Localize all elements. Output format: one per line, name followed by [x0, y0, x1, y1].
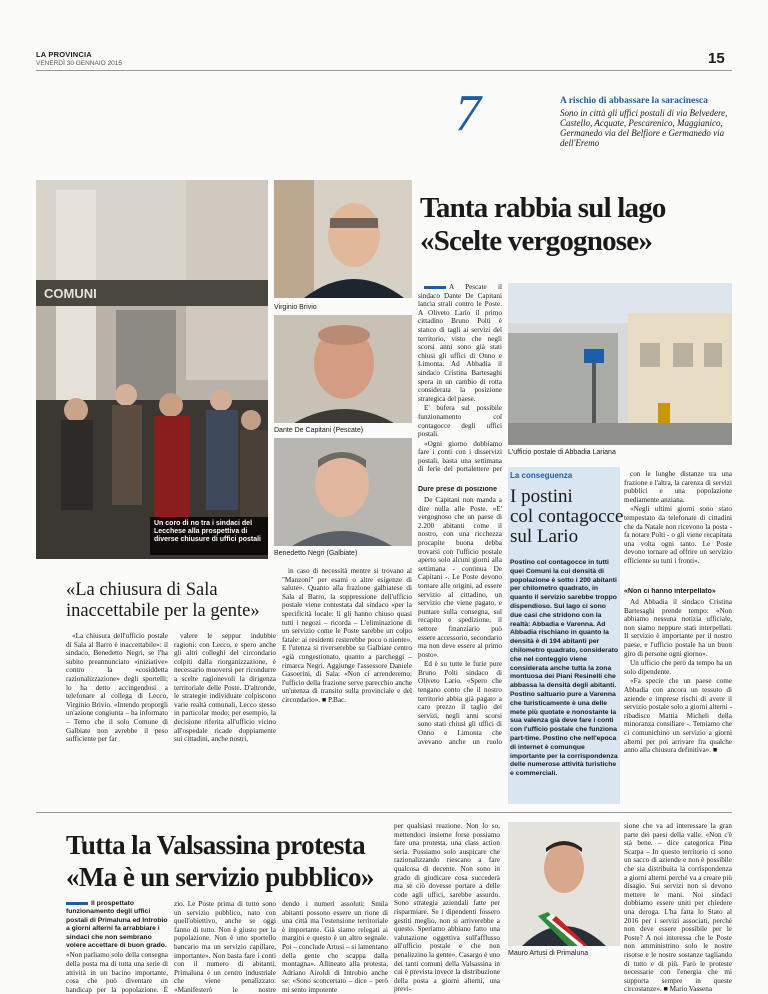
crowd-photo [36, 180, 268, 559]
main-headline-line1: Tanta rabbia sul lago [420, 192, 666, 224]
issue-date: VENERDÌ 30 GENNAIO 2015 [36, 60, 122, 67]
teaser-title: A rischio di abbassare la saracinesca [560, 96, 708, 106]
teaser-text: Sono in città gli uffici postali di via Belvedere, Castello, Acquate, Pescarenico, Maggianico, Germanedo via del Belfiore e Germanedo via dell'Eremo [560, 108, 728, 148]
crowd-caption: Un coro di no tra i sindaci del Lecchese alla prospettiva di diverse chiusure di uffici postali [150, 517, 268, 555]
main-subhead2: «Non ci hanno interpellato» [624, 588, 716, 595]
valsassina-col4: per qualsiasi reazione. Non lo so, mettendoci insieme forse possiamo fare una protesta, una class action seria. Possiamo solo auspicare che razionalizzando riescano a fare qualcosa di decente. Non sono in grado di giudicare cosa succederà ma se ciò dovesse portare a delle code agli uffici, sarebbe assurdo. Sono strategia aziendali fatte per risparmiare. Se i dipendenti fossero gestiti meglio, non si arriverebbe a questo. Speriamo abbiano fatto una valutazione oggettiva sull'afflusso all'ufficio postale e che non penalizzino la gente». Casargo è uno dei tanti comuni della Valsassina in cui è prevista invece la distribuzione della posta a giorni alterni, una previ- [394, 822, 500, 994]
sidebar-headline-line2: col contagocce [510, 506, 624, 527]
valsassina-col2: zio. Le Poste prima di tutto sono un servizio pubblico, nato con quell'obiettivo, anche se oggi fanno di tutto. Non è giusto per la popolazione. Non è uno sportello bancario ma un servizio capillare, importante». Non basta fare i conti con il numero di abitanti, Primaluna è un centro industriale che viene penalizzato: «Manifesterò le nostre [174, 900, 276, 994]
main-body-col1: A Pescate il sindaco Dante De Capitani lancia strali contro le Poste. A Oliveto Lario il primo cittadino Bruno Polti è stanco di tagli ai servizi del territorio, visto che negli scorsi anni sono già stati chiusi gli uffici di Onno e Limonta. Ad Abbadia il sindaco Cristina Bartesaghi spera in un cambio di rotta considerata la posizione strategica del paese. E' bufera sul possibile funzionamento col contagocce degli uffici postali. «Ogni giorno dobbiamo fare i conti con i disservizi postali, basta una settimana di ferie del portalettere per [418, 283, 502, 474]
newspaper-name: LA PROVINCIA [36, 50, 92, 59]
sidebar-kicker: La conseguenza [510, 471, 573, 480]
artusi-caption: Mauro Artusi di Primaluna [508, 950, 589, 957]
main-subhead: Dure prese di posizione [418, 486, 497, 493]
negri-caption: Benedetto Negri (Galbiate) [274, 550, 358, 557]
brivio-photo [274, 180, 412, 298]
valsassina-headline-line1: Tutta la Valsassina protesta [66, 830, 366, 860]
sala-headline-line2: inaccettabile per la gente» [66, 601, 260, 621]
abbadia-caption: L'ufficio postale di Abbadia Lariana [508, 449, 616, 456]
sala-col1: «La chiusura dell'ufficio postale di Sala al Barro è inaccettabile»: il sindaco, Benedetto Negri, se l'ha subito preannunciato «iniziative» contro la «cosiddetta razionalizzazione» degli sportelli; lo ha detto accingendosi a telefonare al collega di Lecco, Virginio Brivio. «Intendo proporgli un'azione congiunta – ha informato – Temo che il solo Comune di Galbiate non avrebbe il peso sufficiente per far [66, 632, 168, 744]
section-rule [36, 812, 732, 813]
svg-text:COMUNI: COMUNI [44, 286, 97, 301]
main-headline-line2: «Scelte vergognose» [420, 225, 653, 257]
valsassina-lead: Il prospettato funzionamento degli uffici postali di Primaluna ed Introbio a giorni alterni fa arrabbiare i sindaci che non sembrano volere accettare di buon grado. [66, 900, 168, 950]
decapitani-photo [274, 315, 412, 423]
valsassina-col5: sione che va ad interessare la gran parte dei paesi della valle. «Non c'è stà bene. – dice categorica Pina Scarpa – In questo territorio ci sono un sacco di aziende e non è possibile che sia distribuita la corrispondenza a giorni alterni perché va a creare più disagio. Sui servizi non si devono mettere le mani. Noi sindaci dobbiamo essere uniti per chiedere una deroga. L'ha fatta lo Stato al 2016 per i servizi associati, perché non deve essere possibile per le Poste? A noi interessa che le Poste non amministrino solo le nostre risorse e le nostre sostanze tagliando di tutto e di più. Farò le proteste necessarie con l'energia che mi supporta sempre in queste circostanze». ■ Mario Vassena [624, 822, 732, 994]
decapitani-caption: Dante De Capitani (Pescate) [274, 427, 364, 434]
artusi-photo [508, 822, 620, 946]
page-number: 15 [708, 50, 725, 67]
valsassina-col1 [66, 900, 168, 994]
abbadia-photo [508, 283, 732, 445]
main-body-col4: Ad Abbadia il sindaco Cristina Bartesaghi prende tempo: «Non abbiamo nessuna notizia ufficiale, non siamo neppure stati interpellati. Il servizio è importante per il nostro paese, e l'ufficio postale ha un buon giro di persone ogni giorno». Un ufficio che però da tempo ha un solo dipendente. «Fa specie che un paese come Abbadia con ancora un tessuto di aziende e imprese rischi di avere il servizio postale solo a giorni alterni - ribadisce Mattia Micheli della minoranza consiliare -. Temiamo che ci comunichino un servizio a giorni alterni per poi arrivare fra qualche anno alla chiusura definitiva». ■ [624, 598, 732, 755]
sala-col2: valere le seppur indubbie ragioni: con Lecco, e spero anche gli altri colleghi del circondario colpiti dalla riorganizzazione, è necessario muoversi per ricondurre a scelte ragionevoli la dirigenza territoriale delle Poste. D'altronde, le strategie individuate colpiscono varie realtà comunali, Lecco stesso in particolar modo: per esempio, la decisione riferita all'ufficio vicino all'ospedale ricade doppiamente sui cittadini, anche nostri, [174, 632, 276, 744]
sala-col3: in caso di necessità mentre si trovano al "Manzoni" per esami o altre esigenze di salute». Quanto alla frazione galbiatese di Sala al Barro, la soppressione dell'ufficio postale viene contestata dal sindaco «per la specificità locale: lì gli hanno chiuso quasi tutti i negozi – ricorda – L'eliminazione di un servizio come le Poste sarebbe un colpo fatale: ai residenti resterebbe poco o niente». E l'utenza si riverserebbe su Galbiate centro «già congestionato, quanto a parcheggi – rimarca Negri. Aggiunge l'assessore Daniele Gasoerini, di Sala: «Non ci arrenderemo: l'ufficio della frazione serve parecchio anche un'utenza di transito sulla provinciale e del circondario». ■ P.Bac. [282, 567, 412, 704]
brivio-caption: Virginio Brivio [274, 304, 317, 311]
sidebar-headline-line1: I postini [510, 486, 573, 507]
sidebar-text: Postino col contagocce in tutti quei Comuni la cui densità di popolazione è sotto i 200 abitanti per chilometro quadrato, in quanto il servizio sarebbe troppo dispendioso. Sul lago ci sono due casi che stridono con la realtà: Abbadia e Varenna. Ad Abbadia rischiano in quanto la densità è di 194 abitanti per chilometro quadrato, considerato che nel conteggio viene considerata anche tutta la zona montuosa dei Piani Resinelli che abbassa la densità degli abitanti. Postino saltuario pure a Varenna che turisticamente è una delle mete più quotate e nonostante la sua valenza già deve fare i conti con l'ufficio postale che funziona part-time. Postino che nell'epoca di internet è comunque importante per la corrispondenza delle numerose attività turistiche e commerciali. [510, 559, 618, 778]
valsassina-headline-line2: «Ma è un servizio pubblico» [66, 862, 374, 892]
sidebar-headline-line3: sul Lario [510, 526, 579, 547]
sala-headline-line1: «La chiusura di Sala [66, 580, 218, 600]
main-body-col2: De Capitani non manda a dire nulla alle Poste. «E' vergognoso che un paese di 2.200 abitanti come il nostro, con una ricchezza procapite buona debba trovarsi con l'ufficio postale aperto solo alcuni giorni alla settimana - continua De Capitani -. Le Poste devono tornare alle origini, ad essere servizio al cittadino, un servizio che viene pagato, e puntare sulla consegna, sul recapito e spedizione, il settore finanziario può essere accessorio, secondario ma non deve essere al primo posto». Ed è su tutte le furie pure Bruno Polti sindaco di Oliveto Lario. «Spero che tengano conto che il nostro territorio abbia già pagato a caro prezzo il taglio dei servizi, negli anni scorsi sono stati chiusi gli uffici di Onno e Limonta che avevano anche un ruolo [418, 496, 502, 746]
valsassina-col1-text: «Non parliamo solo della consegna della posta ma di tutta una serie di attività in un bacino importante, cosa che può diventare un handicap per la popolazione. È [66, 951, 168, 994]
teaser-number: 7 [455, 85, 481, 142]
valsassina-col3: dendo i numeri assoluti: Smila abitanti possono essere un rione di una città ma l'estensione territoriale è importante. Già siamo relegati ai margini e questo è un altro segnale. Poi – conclude Artusi – si lamentano della gente che scappa dalla montagna». Allineato alla protesta, Adriano Airoldi di Introbio anche se: «Sono sconcertato – dice – però mi sento impotente [282, 900, 388, 994]
header-rule [36, 70, 732, 71]
negri-photo [274, 438, 412, 546]
main-body-col3: con le lunghe distanze tra una frazione e l'altra, la carenza di servizi pubblici e una popolazione mediamente anziana. «Negli ultimi giorni sono stato tempestato da telefonate di cittadini che da Natale non ricevono la posta - fa notare Polti - o gli viene recapitata una volta ogni tanto. Le Poste devono tornare ad offrire un servizio efficiente su tutti i fronti». [624, 470, 732, 565]
